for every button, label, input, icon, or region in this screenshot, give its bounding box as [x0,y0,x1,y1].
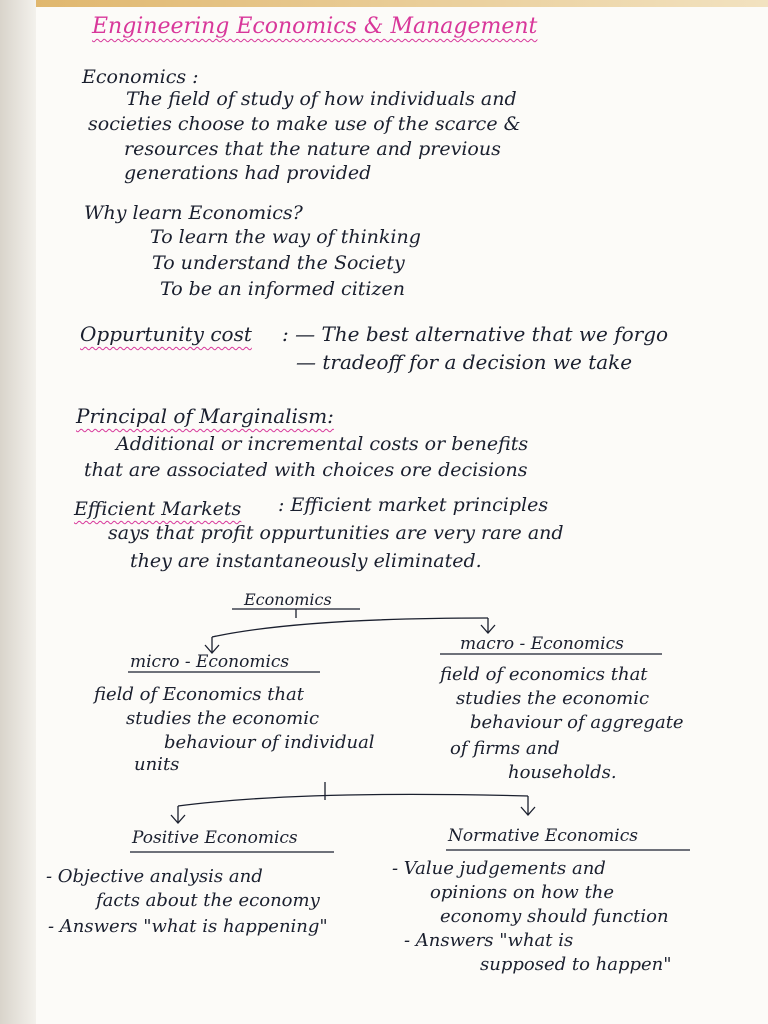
efficient-markets-line: they are instantaneously eliminated. [130,550,482,572]
micro-line: behaviour of individual [164,732,375,753]
macro-line: households. [508,762,617,783]
why-learn-item: To be an informed citizen [160,278,405,300]
definition-line: generations had provided [124,162,372,184]
marginalism-line: that are associated with choices ore decisions [84,459,528,481]
positive-line: facts about the economy [96,890,320,911]
macro-line: of firms and [450,738,560,759]
definition-line: The field of study of how individuals and [126,88,517,110]
why-learn-item: To learn the way of thinking [150,226,421,248]
definition-line: societies choose to make use of the scarce & [88,113,521,135]
positive-economics-label: Positive Economics [132,828,298,848]
micro-line: field of Economics that [94,684,305,705]
macro-economics-label: macro - Economics [460,634,624,654]
tree-root-label: Economics [244,590,332,609]
macro-line: field of economics that [440,664,648,685]
normative-line: economy should function [440,906,669,927]
macro-line: studies the economic [456,688,650,709]
normative-line: - Value judgements and [392,858,606,879]
efficient-markets-line: : Efficient market principles [278,494,549,516]
page-title: Engineering Economics & Management [92,14,538,39]
normative-line: - Answers "what is [404,930,574,951]
why-learn-heading: Why learn Economics? [84,202,303,224]
positive-line: - Objective analysis and [46,866,263,887]
opportunity-cost-line: : — The best alternative that we forgo [282,322,669,346]
micro-line: studies the economic [126,708,320,729]
efficient-markets-term: Efficient Markets [74,498,242,520]
positive-line: - Answers "what is happening" [48,916,328,937]
opportunity-cost-line: — tradeoff for a decision we take [296,350,633,374]
economics-heading: Economics : [82,66,199,88]
why-learn-item: To understand the Society [152,252,405,274]
opportunity-cost-term: Oppurtunity cost [80,322,252,346]
marginalism-heading: Principal of Marginalism: [76,404,334,428]
macro-line: behaviour of aggregate [470,712,684,733]
normative-line: opinions on how the [430,882,615,903]
normative-line: supposed to happen" [480,954,672,975]
micro-line: units [134,754,180,775]
micro-economics-label: micro - Economics [130,652,290,672]
normative-economics-label: Normative Economics [448,826,638,846]
marginalism-line: Additional or incremental costs or benefits [116,433,529,455]
efficient-markets-line: says that profit oppurtunities are very rare and [108,522,564,544]
definition-line: resources that the nature and previous [124,138,501,160]
